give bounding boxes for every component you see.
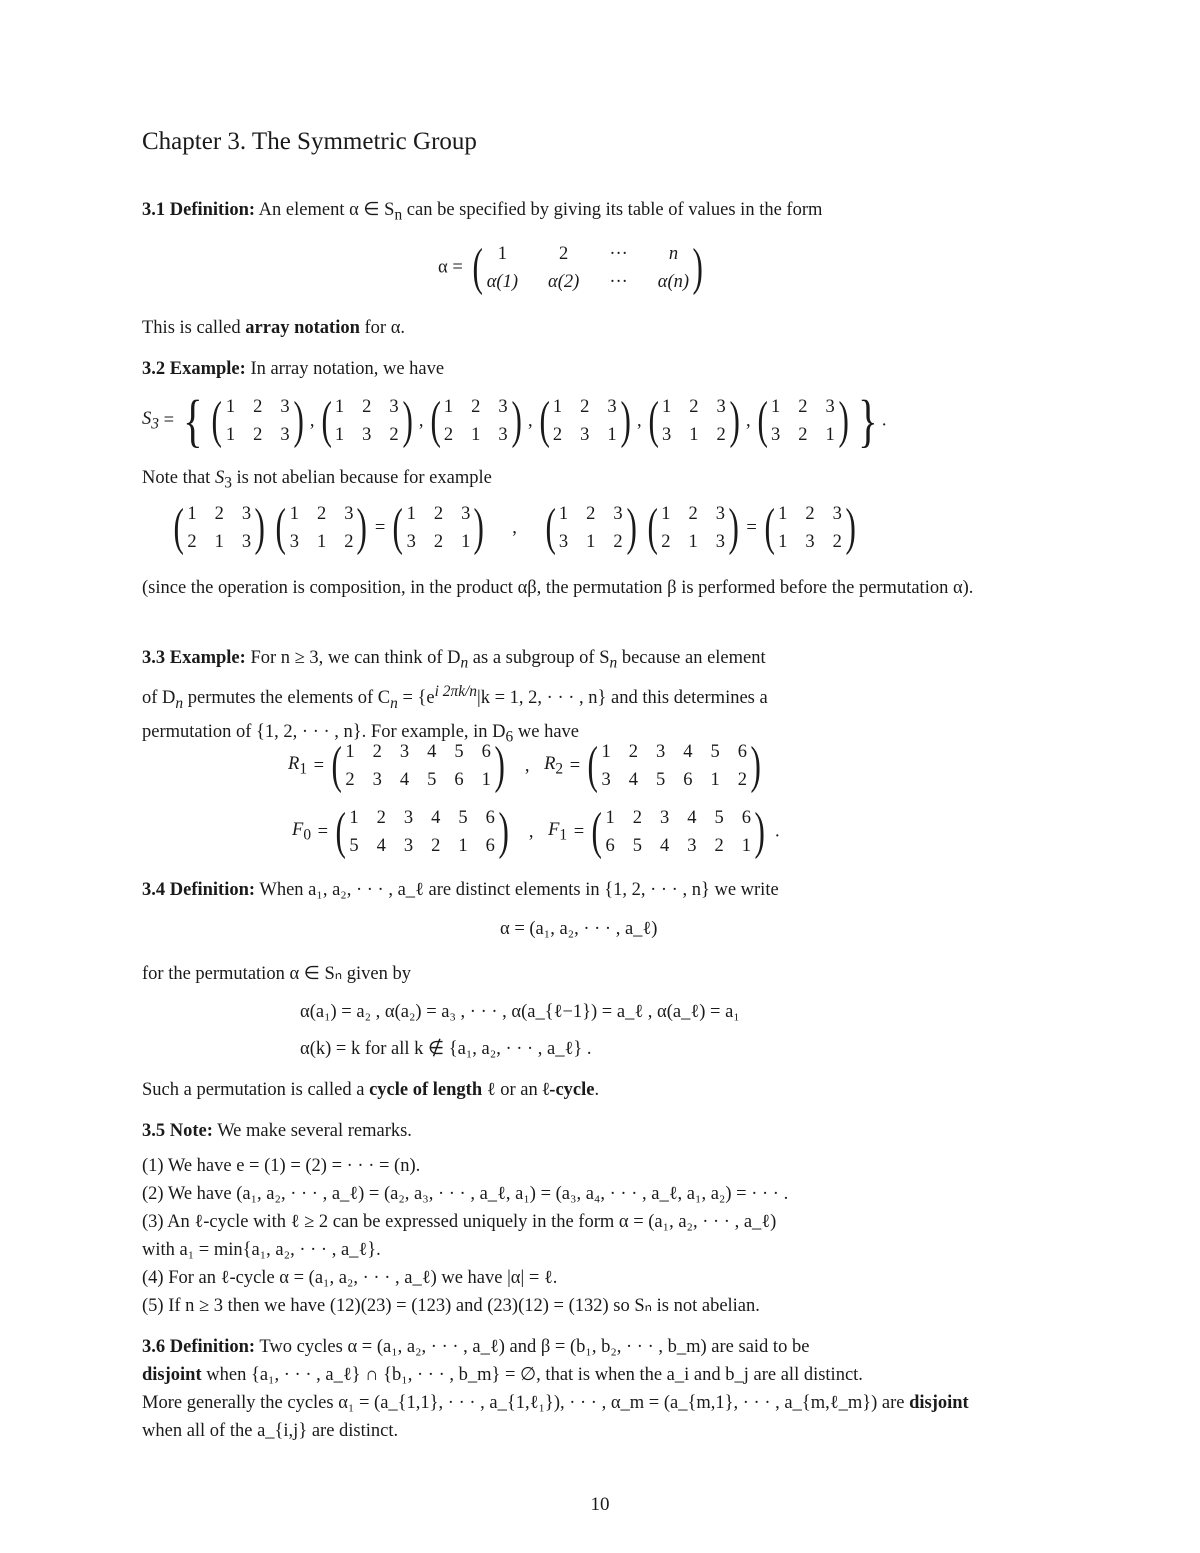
matrix-cell: 2 [632, 808, 643, 828]
text: when {a₁, · · · , a_ℓ} ∩ {b₁, · · · , b_m} = ∅, that is when the a_i and b_j are all distinct. [201, 1365, 863, 1385]
permutation-matrix: ( 1 2 3 4 5 6 3 4 5 6 1 2 ) [587, 737, 761, 794]
matrix-cell: 3 [601, 770, 611, 790]
matrix-cell: 3 [656, 742, 666, 762]
remark-3-cont: with a₁ = min{a₁, a₂, · · · , a_ℓ}. [142, 1240, 381, 1260]
matrix-cell: 3 [344, 504, 354, 524]
operator: = [374, 517, 386, 538]
definition-3-1-text-cont: can be specified by giving its table of values in the form [402, 200, 823, 220]
matrix-cell: 3 [372, 770, 382, 790]
matrix-cell: 6 [737, 742, 748, 762]
matrix-cell: 3 [613, 504, 623, 524]
remark-3: (3) An ℓ-cycle with ℓ ≥ 2 can be expressed uniquely in the form α = (a₁, a₂, · · · , a_ℓ) [142, 1212, 777, 1232]
note-3-5 [142, 1117, 1060, 1145]
permutation-matrix: ( 1 2 3 1 2 3 ) [211, 392, 304, 449]
matrix-cell: α(2) [548, 272, 580, 292]
matrix-cell: 5 [349, 836, 359, 856]
term-array-notation: array notation [245, 318, 360, 338]
matrix-cell: 6 [454, 770, 464, 790]
matrix-cell: 2 [580, 397, 590, 417]
text: More generally the cycles α₁ = (a_{1,1}, · · · , a_{1,ℓ₁}), · · · , α_m = (a_{m,1}, · · · , a_{m,ℓ_m}) are [142, 1393, 910, 1413]
operator: , [746, 410, 751, 431]
matrix-cell: 2 [689, 397, 699, 417]
matrix-cell: 2 [316, 504, 327, 524]
product-2 [540, 499, 862, 556]
matrix-cell: 6 [683, 770, 693, 790]
text: For n ≥ 3, we can think of D [250, 648, 461, 668]
operator: , [527, 410, 533, 431]
chapter-title: Chapter 3. The Symmetric Group [142, 128, 477, 155]
matrix-cell: 2 [389, 425, 399, 445]
matrix-cell: 1 [461, 532, 471, 552]
example-3-2-heading: 3.2 Example: [142, 359, 246, 379]
text: permutes the elements of C [183, 687, 391, 708]
note-3-5-heading: 3.5 Note: [142, 1121, 213, 1141]
matrix-cell: 1 [770, 397, 781, 417]
matrix-cell: 2 [345, 770, 355, 790]
matrix-cell: 3 [399, 742, 410, 762]
array-notation-remark [142, 314, 1060, 342]
operator: = [746, 517, 757, 538]
matrix-cell: 2 [187, 532, 197, 552]
text: for α. [359, 318, 406, 338]
operator: , [418, 410, 424, 431]
matrix-cell: ··· [609, 272, 628, 292]
matrix-cell: 1 [586, 532, 596, 552]
matrix-cell: 2 [431, 836, 441, 856]
permutation-matrix: ( 1 2 3 3 1 2 ) [648, 392, 740, 449]
matrix-cell: 3 [403, 836, 414, 856]
matrix-cell: 3 [716, 397, 726, 417]
matrix-cell: 3 [832, 504, 842, 524]
product-1 [168, 499, 490, 556]
matrix-cell: 6 [481, 742, 491, 762]
matrix-cell: 2 [805, 504, 815, 524]
text: permutation of {1, 2, · · · , n}. For example, in D [142, 721, 506, 742]
text: . [594, 1080, 600, 1100]
matrix-cell: 3 [389, 397, 399, 417]
matrix-cell: 4 [683, 742, 693, 762]
text: We make several remarks. [217, 1121, 412, 1141]
definition-3-1-heading: 3.1 Definition: [142, 200, 256, 220]
matrix-cell: 1 [825, 425, 835, 445]
s3-not-abelian-note [142, 464, 1060, 498]
matrix-cell: 1 [558, 504, 569, 524]
matrix-cell: 4 [431, 808, 441, 828]
matrix-cell: 1 [289, 504, 299, 524]
subscript: 3 [224, 474, 232, 492]
matrix-cell: 6 [485, 808, 495, 828]
matrix-cell: 2 [471, 397, 481, 417]
matrix-cell: n [668, 244, 679, 264]
equals: = [163, 410, 175, 431]
equation-lhs: α = [438, 257, 463, 278]
remark-2: (2) We have (a₁, a₂, · · · , a_ℓ) = (a₂, a₃, · · · , a_ℓ, a₁) = (a₃, a₄, · · · , a_ℓ, a₁, a₂) = · · · . [142, 1184, 789, 1204]
term-disjoint: disjoint [909, 1393, 969, 1413]
remarks-list [142, 1152, 1060, 1320]
matrix-cell: 1 [334, 397, 345, 417]
matrix-cell: 3 [661, 425, 672, 445]
matrix-cell: 4 [628, 770, 639, 790]
matrix-label: $F_1$ [548, 819, 568, 844]
matrix-cell: 4 [660, 836, 670, 856]
permutation-matrix: ( 1 2 3 4 5 6 6 5 4 3 2 1 ) [591, 803, 765, 860]
text: When a₁, a₂, · · · , a_ℓ are distinct elements in {1, 2, · · · , n} we write [259, 880, 779, 900]
matrix-cell: 3 [280, 397, 290, 417]
matrix-cell: 2 [433, 504, 444, 524]
term-disjoint: disjoint [142, 1365, 202, 1385]
text: |k = 1, 2, · · · , n} and this determines a [477, 687, 768, 708]
matrix-cell: 3 [687, 836, 697, 856]
matrix-cell: 4 [687, 808, 697, 828]
matrix-cell: 4 [399, 770, 410, 790]
permutation-matrix: ( 1 2 3 1 3 2 ) [764, 499, 856, 556]
text: Such a permutation is called a [142, 1080, 370, 1100]
text: as a subgroup of S [468, 648, 610, 668]
matrix-cell: 1 [443, 397, 454, 417]
matrix-cell: 6 [605, 836, 615, 856]
matrix-cell: 1 [661, 504, 671, 524]
matrix-cell: 3 [362, 425, 372, 445]
matrix-cell: 2 [737, 770, 748, 790]
matrix-cell: 2 [443, 425, 454, 445]
term-cycle-of-length: cycle of length [369, 1080, 483, 1100]
array-notation-equation [438, 239, 708, 296]
example-3-3: 3.3 Example: For n ≥ 3, we can think of $D_n$ as a subgroup of $S_n$ because an element of $D_n$ permutes the elements of $C_n = \{e^{i 2\pi k/n}|k = 1$, 2, · · · , n} and this determines a permutation of {1, 2, · · · , n}. For example, in $D_6$ we have [142, 648, 768, 746]
matrix-cell: 1 [601, 742, 611, 762]
matrix-cell: 1 [406, 504, 416, 524]
matrix-cell: 1 [187, 504, 197, 524]
example-3-2-text: In array notation, we have [250, 359, 445, 379]
matrix-cell: 1 [316, 532, 327, 552]
matrix-cell: α(1) [486, 272, 519, 292]
matrix-cell: 2 [832, 532, 842, 552]
matrix-cell: 2 [798, 425, 808, 445]
matrix-cell: 3 [241, 504, 252, 524]
matrix-cell: ··· [609, 244, 628, 264]
r2-matrix [544, 737, 766, 794]
matrix-cell: 2 [214, 504, 224, 524]
d6-row-2: $F_0$ = ( 1 2 3 4 5 6 5 4 3 2 1 6 ) , $F_1$ = ( 1 2 3 4 5 6 6 5 4 3 2 1 ) . [292, 803, 780, 860]
matrix-cell: 1 [471, 425, 481, 445]
matrix-cell: 2 [362, 397, 372, 417]
cycle-notation-equation: α = (a₁, a₂, · · · , a_ℓ) [500, 919, 658, 939]
remark-1: (1) We have e = (1) = (2) = · · · = (n). [142, 1156, 421, 1176]
matrix-cell: 3 [770, 425, 781, 445]
matrix-cell: 5 [632, 836, 643, 856]
permutation-matrix: ( 1 2 3 3 2 1 ) [757, 392, 849, 449]
composition-remark: (since the operation is composition, in the product αβ, the permutation β is performed before the permutation α). [142, 578, 974, 598]
r1-matrix [288, 737, 510, 794]
permutation-matrix: ( 1 2 3 4 5 6 5 4 3 2 1 6 ) [335, 803, 509, 860]
matrix-label: $R_1$ [288, 753, 308, 778]
matrix-cell: 3 [498, 397, 508, 417]
matrix-cell: 5 [710, 742, 720, 762]
matrix-cell: 3 [660, 808, 670, 828]
operator: , [636, 410, 642, 431]
matrix-cell: 3 [805, 532, 815, 552]
f1-matrix [548, 803, 770, 860]
operator: = [565, 755, 581, 776]
matrix-cell: 1 [345, 742, 355, 762]
permutation-matrix: ( 1 2 3 3 1 2 ) [544, 499, 637, 556]
matrix-cell: 3 [607, 397, 617, 417]
permutation-matrix: ( 1 2 3 3 2 1 ) [392, 499, 485, 556]
text: of D [142, 687, 176, 708]
matrix-cell: 4 [427, 742, 437, 762]
matrix-cell: 3 [289, 532, 299, 552]
matrix-cell: 2 [253, 425, 263, 445]
matrix-cell: 1 [661, 397, 672, 417]
matrix-cell: 5 [427, 770, 437, 790]
matrix-cell: 3 [403, 808, 414, 828]
text: we have [513, 721, 579, 742]
matrix-cell: 1 [689, 425, 699, 445]
example-3-3-heading: 3.3 Example: [142, 648, 246, 668]
array-matrix: ( 1 2 ··· n α(1) α(2) ··· α(n) ) [472, 239, 703, 296]
definition-3-6-heading: 3.6 Definition: [142, 1337, 256, 1357]
matrix-cell: 1 [481, 770, 491, 790]
matrix-cell: 3 [715, 532, 726, 552]
matrix-cell: 3 [558, 532, 569, 552]
matrix-cell: 4 [376, 836, 386, 856]
matrix-cell: 1 [778, 504, 788, 524]
text: Note that [142, 468, 215, 488]
matrix-cell: 1 [225, 397, 236, 417]
matrix-cell: 2 [714, 836, 724, 856]
matrix-cell: 2 [552, 425, 563, 445]
definition-3-1 [142, 196, 1060, 230]
matrix-cell: 2 [688, 504, 698, 524]
matrix-cell: 2 [253, 397, 263, 417]
f0-matrix [292, 803, 514, 860]
matrix-cell: 6 [485, 836, 495, 856]
matrix-label: $F_0$ [292, 819, 312, 844]
matrix-cell: 3 [498, 425, 508, 445]
text: because an element [617, 648, 766, 668]
page-number: 10 [590, 1494, 610, 1515]
matrix-label: $R_2$ [544, 753, 564, 778]
remark-5: (5) If n ≥ 3 then we have (12)(23) = (123) and (23)(12) = (132) so Sₙ is not abelian. [142, 1296, 760, 1316]
definition-3-1-text: An element α ∈ S [258, 200, 395, 220]
matrix-cell: 3 [715, 504, 726, 524]
matrix-cell: 1 [349, 808, 359, 828]
matrix-cell: 1 [225, 425, 236, 445]
permutation-matrix: ( 1 2 3 2 3 1 ) [539, 392, 631, 449]
matrix-cell: 5 [656, 770, 666, 790]
operator: , [309, 410, 315, 431]
matrix-cell: 3 [825, 397, 835, 417]
matrix-cell: 3 [280, 425, 290, 445]
cycle-term-definition [142, 1076, 1060, 1104]
permutation-matrix: ( 1 2 3 3 1 2 ) [275, 499, 368, 556]
cycle-values-line-1: α(a₁) = a₂ , α(a₂) = a₃ , · · · , α(a_{ℓ−1}) = a_ℓ , α(a_ℓ) = a₁ [300, 1002, 740, 1022]
matrix-cell: 5 [454, 742, 464, 762]
noncommuting-products: ( 1 2 3 2 1 3 ) ( 1 2 3 3 1 2 ) = ( 1 2 3 3 2 1 ) , ( 1 2 3 3 1 2 ) ( 1 2 3 2 1 3 ) = ( 1 2 3 1 3 2 ) [168, 502, 861, 554]
cycle-definition-text: for the permutation α ∈ Sₙ given by [142, 964, 412, 984]
operator: = [569, 821, 585, 842]
subscript: 6 [505, 728, 514, 746]
matrix-cell: 1 [458, 836, 468, 856]
matrix-cell: α(n) [657, 272, 690, 292]
matrix-cell: 3 [461, 504, 471, 524]
definition-3-4 [142, 876, 1060, 904]
d6-row-1: $R_1$ = ( 1 2 3 4 5 6 2 3 4 5 6 1 ) , $R_2$ = ( 1 2 3 4 5 6 3 4 5 6 1 2 ) [288, 740, 766, 792]
text: is not abelian because for example [231, 468, 492, 488]
matrix-cell: 2 [586, 504, 596, 524]
matrix-cell: 1 [741, 836, 752, 856]
s3-symbol: S [142, 408, 152, 429]
operator: = [309, 755, 325, 776]
matrix-cell: 3 [406, 532, 416, 552]
matrix-cell: 3 [580, 425, 590, 445]
matrix-cell: 1 [607, 425, 617, 445]
matrix-cell: 2 [372, 742, 382, 762]
s3-symbol: S [214, 468, 225, 488]
matrix-cell: 2 [559, 244, 569, 264]
text: when all of the a_{i,j} are distinct. [142, 1421, 399, 1441]
matrix-cell: 5 [714, 808, 724, 828]
matrix-cell: 2 [344, 532, 354, 552]
subscript: 3 [151, 415, 159, 433]
permutation-matrix: ( 1 2 3 2 1 3 ) [430, 392, 522, 449]
matrix-cell: 3 [241, 532, 252, 552]
matrix-cell: 1 [497, 244, 507, 264]
subscript: n [394, 206, 403, 224]
permutation-matrix: ( 1 2 3 4 5 6 2 3 4 5 6 1 ) [331, 737, 505, 794]
remark-4: (4) For an ℓ-cycle α = (a₁, a₂, · · · , a_ℓ) we have |α| = ℓ. [142, 1268, 558, 1288]
matrix-cell: 2 [613, 532, 623, 552]
matrix-cell: 1 [334, 425, 345, 445]
matrix-cell: 2 [376, 808, 386, 828]
operator: = [313, 821, 329, 842]
matrix-cell: 2 [433, 532, 444, 552]
text: This is called [142, 318, 246, 338]
s3-set-equation: $S_3$ = { ( 1 2 3 1 2 3 ) , ( 1 2 3 1 3 2 ) , ( 1 2 3 2 1 3 ) , ( 1 2 3 2 3 1 ) , ( 1 2 3 3 1 2 ) , ( 1 2 3 3 2 1 ) } . [142, 388, 887, 453]
matrix-cell: 2 [661, 532, 671, 552]
matrix-cell: 1 [778, 532, 788, 552]
permutation-matrix: ( 1 2 3 2 1 3 ) [647, 499, 739, 556]
definition-3-6 [142, 1333, 1060, 1445]
matrix-cell: 2 [798, 397, 808, 417]
text: = {e [397, 687, 435, 708]
text: Two cycles α = (a₁, a₂, · · · , a_ℓ) and β = (b₁, b₂, · · · , b_m) are said to be [259, 1337, 810, 1357]
example-3-2 [142, 355, 1060, 383]
matrix-cell: 2 [716, 425, 726, 445]
matrix-cell: 6 [741, 808, 752, 828]
matrix-cell: 1 [688, 532, 698, 552]
exponent: i 2πk/n [434, 682, 478, 700]
matrix-cell: 1 [605, 808, 615, 828]
matrix-cell: 5 [458, 808, 468, 828]
term-l-cycle: ℓ-cycle [542, 1080, 595, 1100]
definition-3-4-heading: 3.4 Definition: [142, 880, 256, 900]
permutation-matrix: ( 1 2 3 1 3 2 ) [320, 392, 413, 449]
matrix-cell: 1 [710, 770, 720, 790]
matrix-cell: 1 [552, 397, 563, 417]
permutation-matrix: ( 1 2 3 2 1 3 ) [173, 499, 265, 556]
cycle-values-line-2: α(k) = k for all k ∉ {a₁, a₂, · · · , a_ℓ} . [300, 1039, 592, 1059]
text: ℓ or an [482, 1080, 543, 1100]
matrix-cell: 1 [214, 532, 224, 552]
matrix-cell: 2 [628, 742, 639, 762]
